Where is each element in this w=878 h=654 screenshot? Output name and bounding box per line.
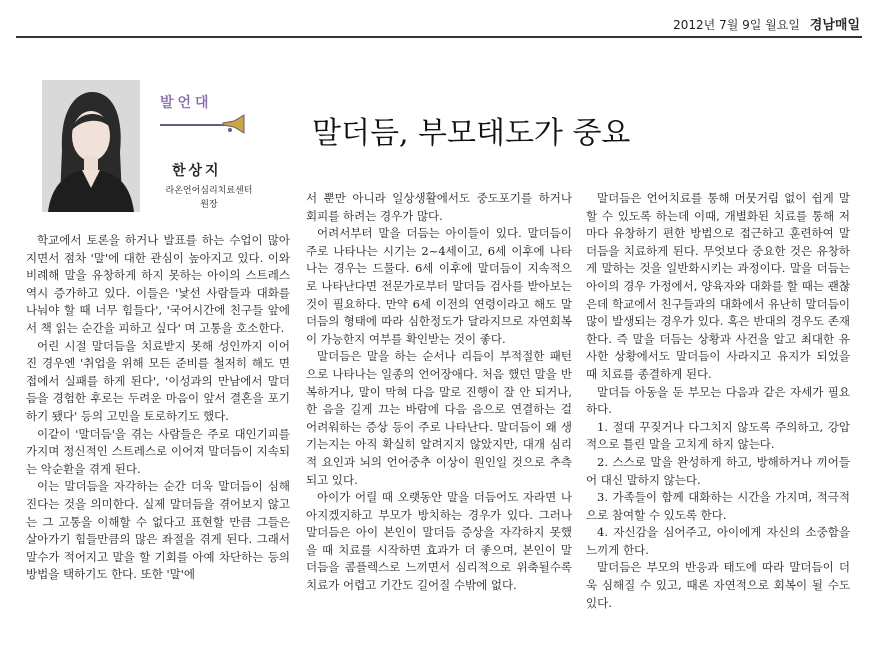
column-tag: 발언대: [160, 95, 213, 111]
author-photo: [42, 80, 140, 212]
trumpet-icon: [222, 114, 248, 140]
list-item: 3. 가족들이 함께 대화하는 시간을 가지며, 적극적으로 참여할 수 있도록 한다.: [586, 490, 850, 522]
paragraph: 말더듬은 언어치료를 통해 머뭇거림 없이 쉽게 말할 수 있도록 하는데 이때, 개별화된 치료를 통해 저마다 유창하기 편한 방법으로 접근하고 훈련하여 말더듬을 치료하게 된다. 무엇보다 중요한 것은 유창하게 말하는 것을 일반화시키는 과정이다. 말을 더듬는 아이의 경우 가정에서, 양육자와 대화를 할 때는 괜찮은데 학교에서 친구들과의 대화에서 유난히 말더듬이 많이 발생되는 경우가 있다. 혹은 반대의 경우도 존재한다. 즉 말을 더듬는 상황과 사건을 알고 최대한 유사한 상황에서도 말더듬이 사라지고 유지가 되었을 때 치료를 종결하게 된다.: [586, 191, 850, 381]
masthead: [673, 14, 860, 33]
author-name: 한상지: [172, 163, 222, 179]
header-rule: [16, 36, 862, 38]
paragraph: 이는 말더듬을 자각하는 순간 더욱 말더듬이 심해진다는 것을 의미한다. 실제 말더듬을 겪어보지 않고는 그 고통을 이해할 수 없다고 표현할 만큼 그들은 살아가기 힘들만큼의 많은 좌절을 겪게 된다. 그래서 말수가 적어지고 말을 할 기회를 아예 차단하는 등의 방법을 택하기도 한다. 또한 '말'에: [26, 479, 290, 582]
paragraph: 말더듬은 부모의 반응과 태도에 따라 말더듬이 더욱 심해질 수 있고, 때론 자연적으로 회복이 될 수도 있다.: [586, 560, 850, 610]
paragraph: 이같이 '말더듬'을 겪는 사람들은 주로 대인기피를 가지며 정신적인 스트레스로 이어져 말더듬이 지속되는 악순환을 겪게 된다.: [26, 426, 290, 476]
issue-date: 2012년 7월 9일 월요일: [673, 18, 800, 32]
list-item: 2. 스스로 말을 완성하게 하고, 방해하거나 끼어들어 대신 말하지 않는다.: [586, 454, 850, 487]
article-column-1: [26, 232, 290, 584]
newspaper-name: 경남매일: [809, 18, 860, 33]
author-organization: 라온언어심리치료센터: [165, 186, 253, 196]
column-tag-rule: [160, 124, 230, 126]
list-item: 1. 절대 꾸짖거나 다그치지 않도록 주의하고, 강압적으로 틀린 말을 고치게 하지 않는다.: [586, 419, 850, 452]
paragraph: 어린 시절 말더듬을 치료받지 못해 성인까지 이어진 경우엔 '취업을 위해 모든 준비를 철저히 해도 면접에서 실패를 하게 된다', '이성과의 만남에서 말더듬을 경험한 후로는 두려운 마음이 앞서 결혼을 포기하기 됐다' 등의 고민을 토로하기도 했다.: [26, 338, 290, 423]
author-role: 원장: [200, 200, 218, 210]
article-column-3: [586, 190, 850, 612]
headline: 말더듬, 부모태도가 중요: [312, 116, 631, 151]
article-column-2: [306, 190, 572, 595]
paragraph: 말더듬은 말을 하는 순서나 리듬이 부적절한 패턴으로 나타나는 일종의 언어장애다. 처음 했던 말을 반복하거나, 말이 막혀 다음 말로 진행이 잘 안 되거나, 한 음을 길게 끄는 바람에 다음 음으로 연결하는 걸 어려워하는 증상 등이 주로 나타난다. 말더듬이 왜 생기는지는 아직 확실히 알려지지 않았지만, 대개 심리적 요인과 뇌의 언어중추 이상이 원인일 것으로 추측되고 있다.: [306, 349, 572, 487]
paragraph: 아이가 어릴 때 오랫동안 말을 더듬어도 자라면 나아지겠지하고 부모가 방치하는 경우가 있다. 그러나 말더듬은 아이 본인이 말더듬 증상을 자각하지 못했을 때 치료를 시작하면 효과가 더 좋으며, 본인이 말더듬을 콤플렉스로 느끼면서 심리적으로 위축될수록 치료가 어렵고 기간도 길어질 수밖에 없다.: [306, 490, 572, 593]
author-affiliation: [158, 184, 260, 212]
paragraph: 말더듬 아동을 둔 부모는 다음과 같은 자세가 필요하다.: [586, 384, 850, 417]
list-item: 4. 자신감을 심어주고, 아이에게 자신의 소중함을 느끼게 한다.: [586, 525, 850, 557]
paragraph: 학교에서 토론을 하거나 발표를 하는 수업이 많아지면서 점차 '말'에 대한 관심이 높아지고 있다. 이와 비례해 말을 유창하게 하지 못하는 아이의 스트레스 역시 증가하고 있다. 이들은 '낯선 사람들과 대화를 나눠야 할 때 너무 힘들다', '국어시간에 친구들 앞에서 책 읽는 순간을 피하고 싶다' 며 고통을 호소한다.: [26, 233, 290, 335]
paragraph: 어려서부터 말을 더듬는 아이들이 있다. 말더듬이 주로 나타나는 시기는 2~4세이고, 6세 이후에 나타나는 경우는 드물다. 6세 이후에 말더듬이 지속적으로 나타난다면 전문가로부터 말더듬 검사를 받아보는 것이 필요하다. 만약 6세 이전의 연령이라고 해도 말더듬의 형태에 따라 심한정도가 달라지므로 자연회복이 가능한지 여부를 확인받는 것이 좋다.: [306, 226, 572, 346]
paragraph: 서 뿐만 아니라 일상생활에서도 중도포기를 하거나 회피를 하려는 경우가 많다.: [306, 191, 572, 223]
